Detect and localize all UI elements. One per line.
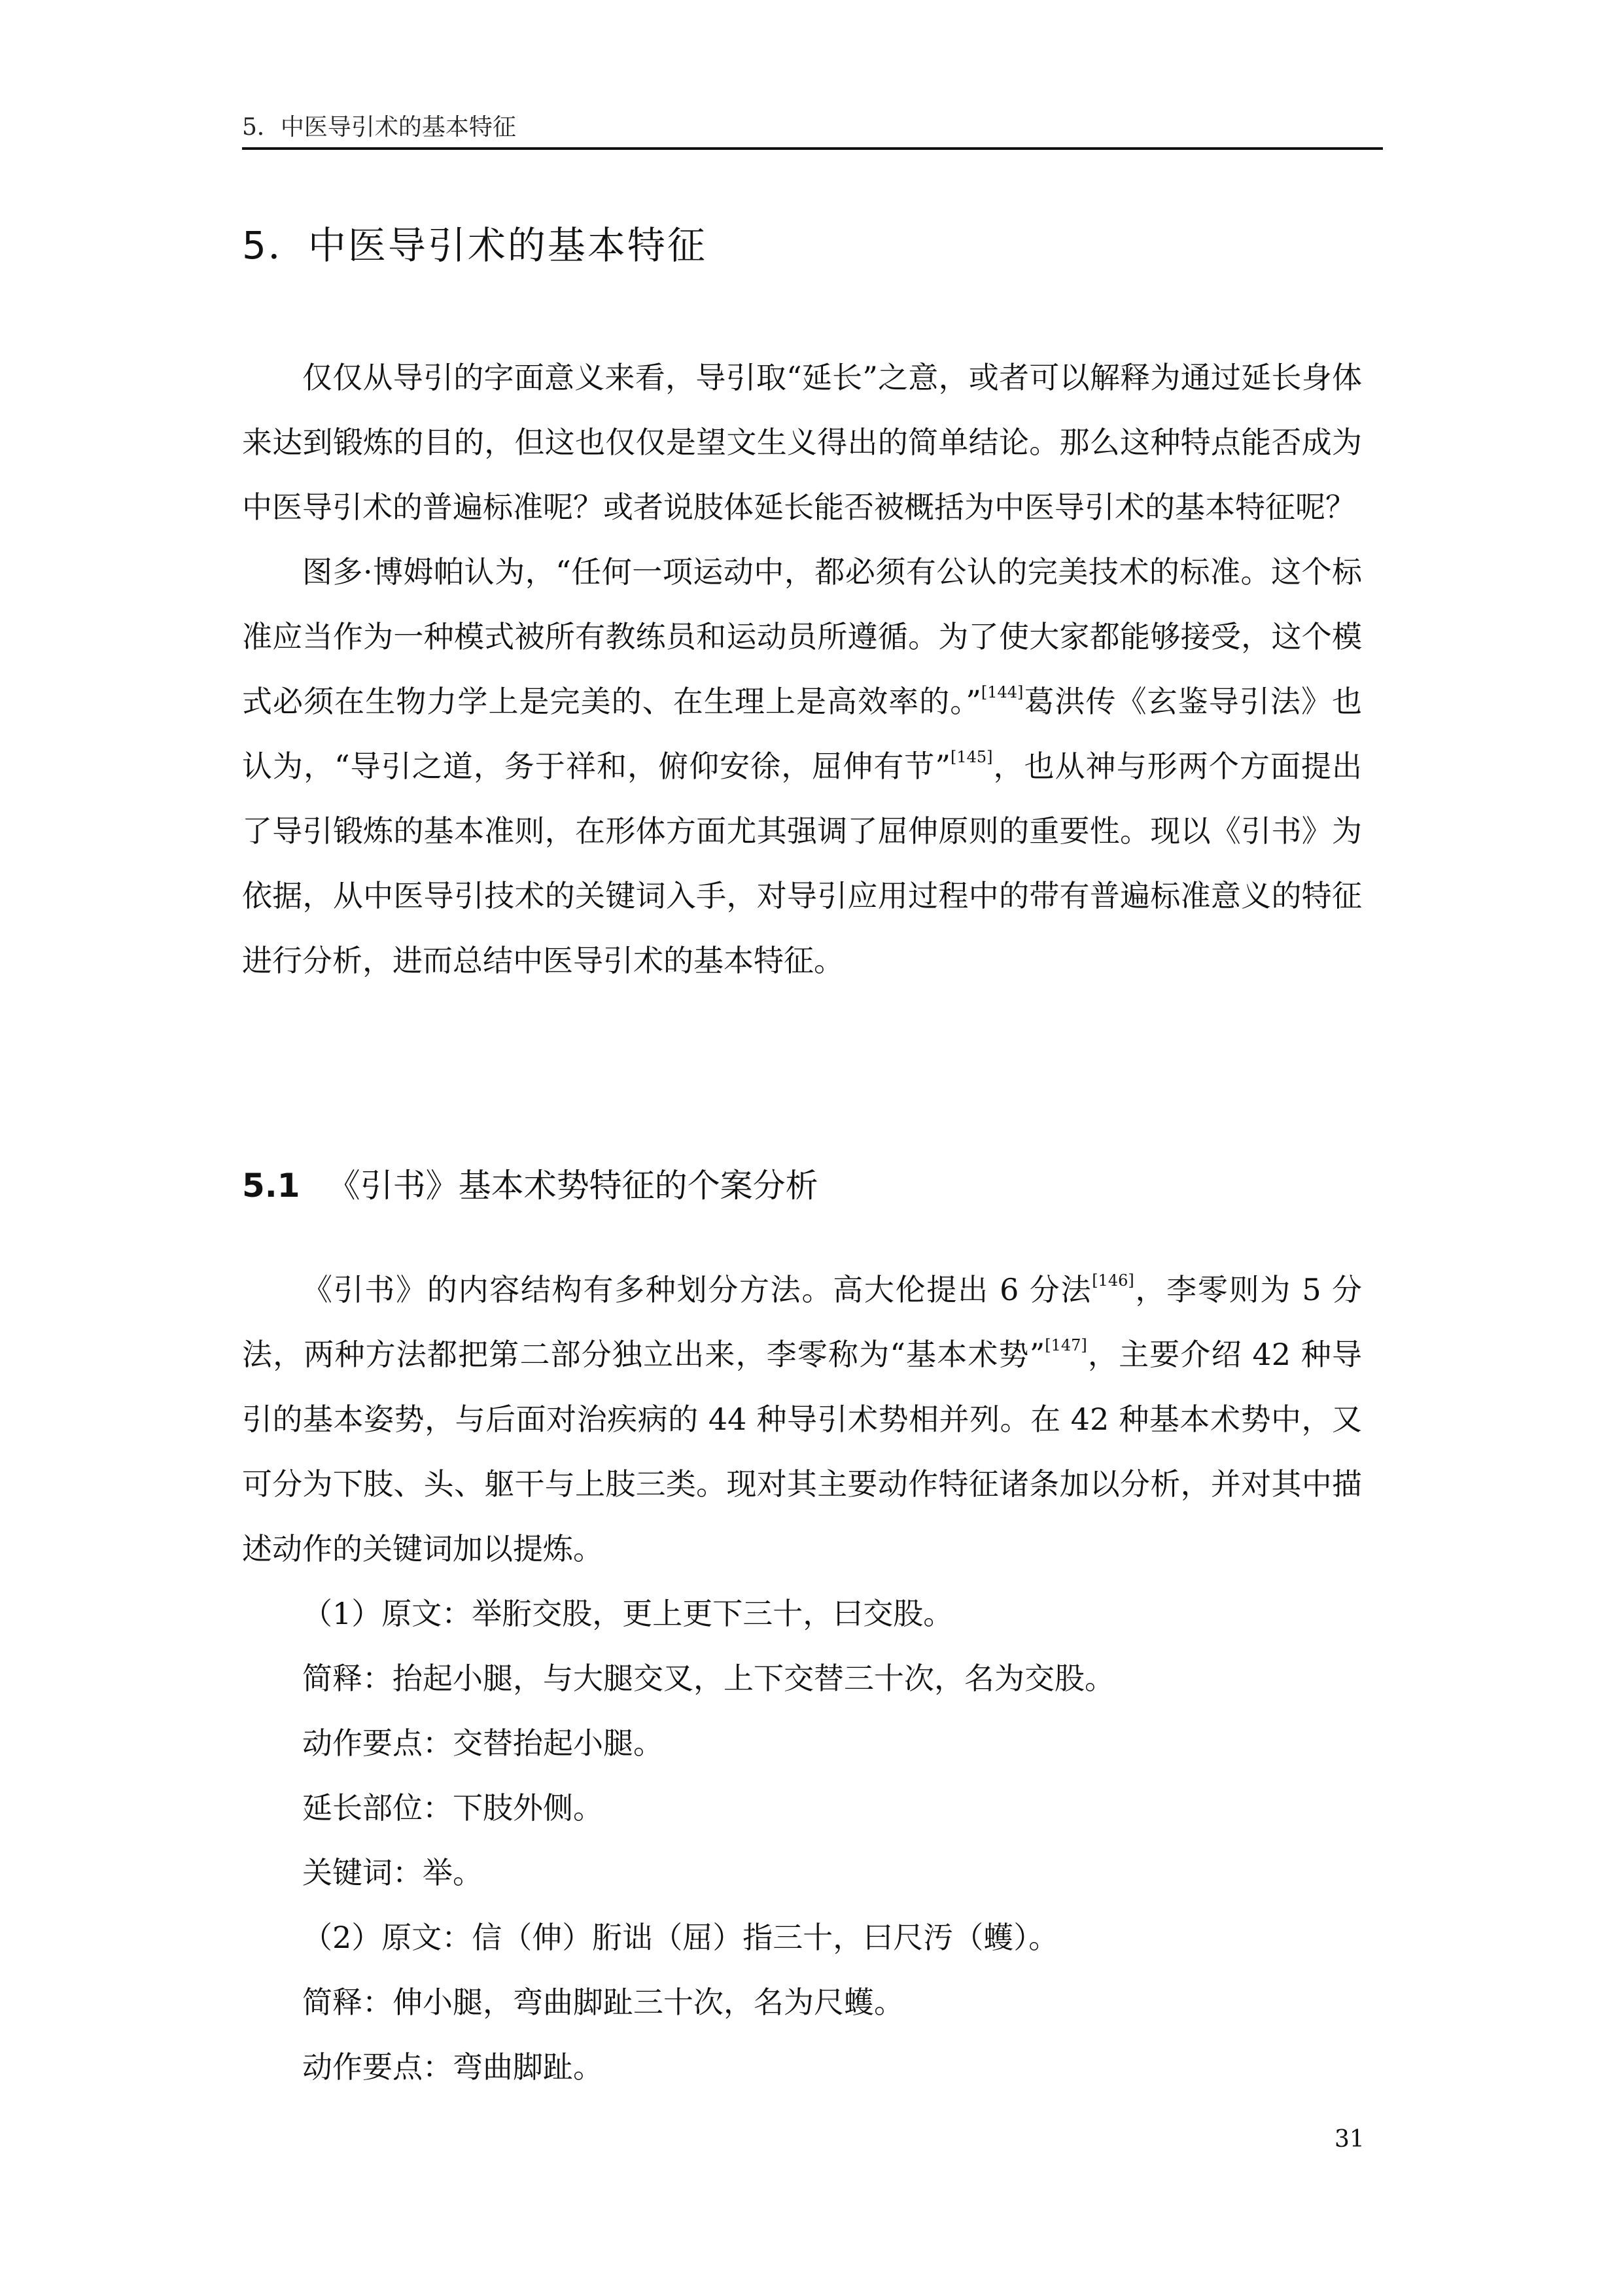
intro-text [242, 345, 1362, 993]
body-paragraph-1 [242, 1258, 1362, 1581]
intro-paragraph-2-text-b: 葛洪传《玄鉴导引法》也认为，“导引之道，务于祥和，俯仰安徐，屈伸有节” [242, 684, 1362, 784]
item-1-explanation: 简释：抬起小腿，与大腿交叉，上下交替三十次，名为交股。 [302, 1661, 1115, 1696]
section-title [242, 1159, 818, 1212]
intro-paragraph-2-text-c: ，也从神与形两个方面提出了导引锻炼的基本准则，在形体方面尤其强调了屈伸原则的重要性。现以《引书》为依据，从中医导引技术的关键词入手，对导引应用过程中的带有普遍标准意义的特征进行分析，进而总结中医导引术的基本特征。 [242, 749, 1362, 978]
intro-paragraph-1: 仅仅从导引的字面意义来看，导引取“延长”之意，或者可以解释为通过延长身体来达到锻炼的目的，但这也仅仅是望文生义得出的简单结论。那么这种特点能否成为中医导引术的普遍标准呢？或者说肢体延长能否被概括为中医导引术的基本特征呢？ [242, 360, 1362, 525]
body-paragraph-1-text-a: 《引书》的内容结构有多种划分方法。高大伦提出 6 分法 [302, 1272, 1092, 1307]
page-number: 31 [1335, 2126, 1365, 2153]
intro-paragraph-2 [242, 540, 1362, 993]
section-number: 5.1 [242, 1167, 300, 1205]
citation-146: [146] [1092, 1271, 1134, 1290]
item-2-original-text: （2）原文：信（伸）胻诎（屈）指三十，曰尺汚（蠖）。 [302, 1920, 1059, 1955]
item-1-original-text: （1）原文：举胻交股，更上更下三十，曰交股。 [302, 1596, 954, 1631]
citation-147: [147] [1045, 1336, 1087, 1354]
section-heading-text: 《引书》基本术势特征的个案分析 [327, 1167, 818, 1205]
body-paragraph-1-text-c: ，主要介绍 42 种导引的基本姿势，与后面对治疾病的 44 种导引术势相并列。在 42 种基本术势中，又可分为下肢、头、躯干与上肢三类。现对其主要动作特征诸条加以分析，并对其中描述动作的关键词加以提炼。 [242, 1337, 1362, 1566]
citation-145: [145] [950, 748, 993, 766]
chapter-title: 5．中医导引术的基本特征 [242, 223, 707, 268]
running-header [242, 108, 1383, 150]
item-1-action-point: 动作要点：交替抬起小腿。 [302, 1725, 663, 1761]
item-2-action-point: 动作要点：弯曲脚趾。 [302, 2049, 603, 2085]
item-1-extension-part: 延长部位：下肢外侧。 [302, 1790, 603, 1826]
item-1-keyword: 关键词：举。 [302, 1855, 483, 1890]
citation-144: [144] [981, 683, 1024, 701]
item-2-explanation: 简释：伸小腿，弯曲脚趾三十次，名为尺蠖。 [302, 1985, 904, 2020]
intro-paragraph-2-text-a: 图多·博姆帕认为，“任何一项运动中，都必须有公认的完美技术的标准。这个标准应当作为一种模式被所有教练员和运动员所遵循。为了使大家都能够接受，这个模式必须在生物力学上是完美的、在生理上是高效率的。” [242, 554, 1362, 719]
running-header-title: 5．中医导引术的基本特征 [242, 114, 516, 141]
body-text [242, 1258, 1362, 2100]
body-paragraph-1-text-b: ，李零则为 5 分法，两种方法都把第二部分独立出来，李零称为“基本术势” [242, 1272, 1362, 1372]
